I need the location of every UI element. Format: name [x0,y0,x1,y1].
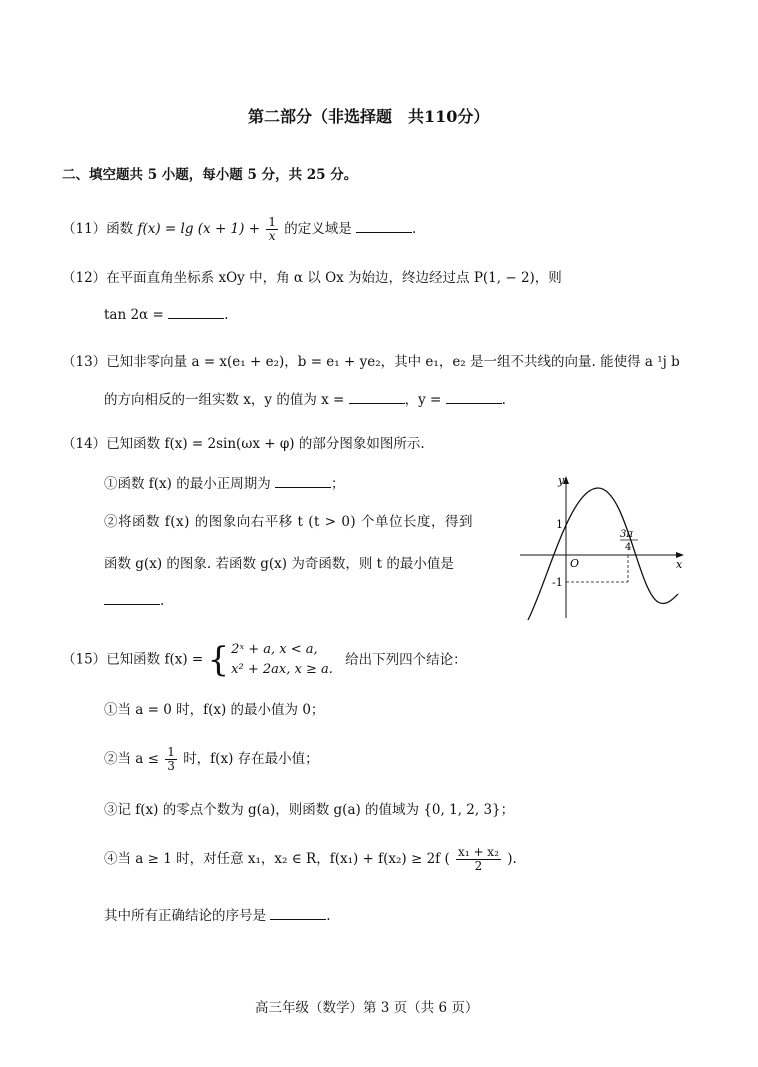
c4-frac-den: 2 [474,859,483,873]
question-15 [62,640,467,680]
q15-ask: 其中所有正确结论的序号是 . [104,908,331,924]
q15-ask-text: 其中所有正确结论的序号是 [104,908,266,924]
q14-number: （14） [62,436,107,452]
q11-number: （11） [62,221,107,237]
question-14 [62,432,425,452]
q13-line2-b: ，y = [404,392,442,408]
q14-p1-end: ； [331,476,345,492]
q11-post: 的定义域是 [284,221,352,237]
sine-graph [520,470,690,620]
q15-post: 给出下列四个结论： [345,651,467,668]
q11-fraction [266,216,278,243]
question-13-line2: 的方向相反的一组实数 x，y 的值为 x = ，y = . [104,392,506,408]
answer-blank[interactable] [356,220,412,233]
q11-frac-num: 1 [268,215,276,229]
cases-brace: { [207,640,230,680]
question-12-line2: tan 2α = . [104,307,229,323]
answer-blank[interactable] [168,306,224,319]
answer-blank[interactable] [104,592,160,605]
q15-conclusion-1: ①当 a = 0 时，f(x) 的最小值为 0； [104,702,325,718]
q14-p1: ①函数 f(x) 的最小正周期为 [104,476,271,492]
answer-blank-x[interactable] [349,391,405,404]
q12-line1: 在平面直角坐标系 xOy 中，角 α 以 Ox 为始边，终边经过点 P(1, − 2)，则 [106,270,562,286]
answer-blank-y[interactable] [446,391,502,404]
tick-label-1: 1 [556,518,563,531]
c2-fraction [165,746,177,773]
c4-frac-num: x₁ + x₂ [458,845,499,859]
q12-number: （12） [62,270,107,286]
q15-conclusion-3: ③记 f(x) 的零点个数为 g(a)，则函数 g(a) 的值域为 {0, 1, 2, 3}； [104,802,515,818]
q14-part2-line1: ②将函数 f(x) 的图象向右平移 t (t > 0) 个单位长度，得到 [104,514,473,530]
y-axis-label: y [558,474,565,487]
q13-line2-a: 的方向相反的一组实数 x，y 的值为 x = [104,392,345,408]
answer-blank[interactable] [275,475,331,488]
tick-x-num: 3π [620,529,633,540]
tick-label-neg1: -1 [552,576,563,589]
q14-part1 [104,472,345,492]
c2-frac-den: 3 [167,759,175,773]
q11-pre: 函数 [106,221,134,237]
question-11: （11）函数 f(x) = lg (x + 1) + $\frac{1}{x}$ 的定义域是 . [62,215,417,243]
q13-number: （13） [62,354,107,370]
q15-pre: 已知函数 f(x) = [106,651,204,668]
c4-pre: ④当 a ≥ 1 时，对任意 x₁，x₂ ∈ R，f(x₁) + f(x₂) ≥ 2f ( [104,851,450,867]
q14-part2-blank: . [104,592,164,609]
q15-number: （15） [62,651,107,668]
section-heading: 二、填空题共 5 小题，每小题 5 分，共 25 分。 [62,167,358,183]
answer-blank[interactable] [270,907,326,920]
case-1: 2ˣ + a, x < a, [231,642,318,657]
sine-curve [528,488,678,620]
x-axis-label: x [676,558,683,571]
q11-expr: f(x) = lg (x + 1) + [137,221,261,237]
q14-line1: 已知函数 f(x) = 2sin(ωx + φ) 的部分图象如图所示. [106,436,425,452]
page-footer: 高三年级（数学）第 3 页（共 6 页） [255,1000,479,1016]
origin-label: O [570,557,580,570]
c4-post: ). [507,851,517,867]
q12-line2: tan 2α = [104,307,164,323]
question-13 [62,350,680,370]
page-title: 第二部分（非选择题 共110分） [248,107,490,126]
piecewise-cases [231,640,333,680]
question-12 [62,266,562,286]
c2-pre: ②当 a ≤ [104,751,159,767]
case-2: x² + 2ax, x ≥ a. [231,662,333,677]
q14-part2-line2: 函数 g(x) 的图象. 若函数 g(x) 为奇函数，则 t 的最小值是 [104,556,454,572]
q15-conclusion-2 [104,746,319,773]
q13-line1: 已知非零向量 a = x(e₁ + e₂)，b = e₁ + ye₂，其中 e₁，e₂ 是一组不共线的向量. 能使得 a ¹j b [106,354,680,370]
tick-x-den: 4 [625,542,632,553]
q15-conclusion-4 [104,846,517,873]
q11-frac-den: x [268,229,276,243]
c2-post: 时，f(x) 存在最小值； [183,751,319,767]
c2-frac-num: 1 [167,745,175,759]
c4-fraction [456,846,501,873]
